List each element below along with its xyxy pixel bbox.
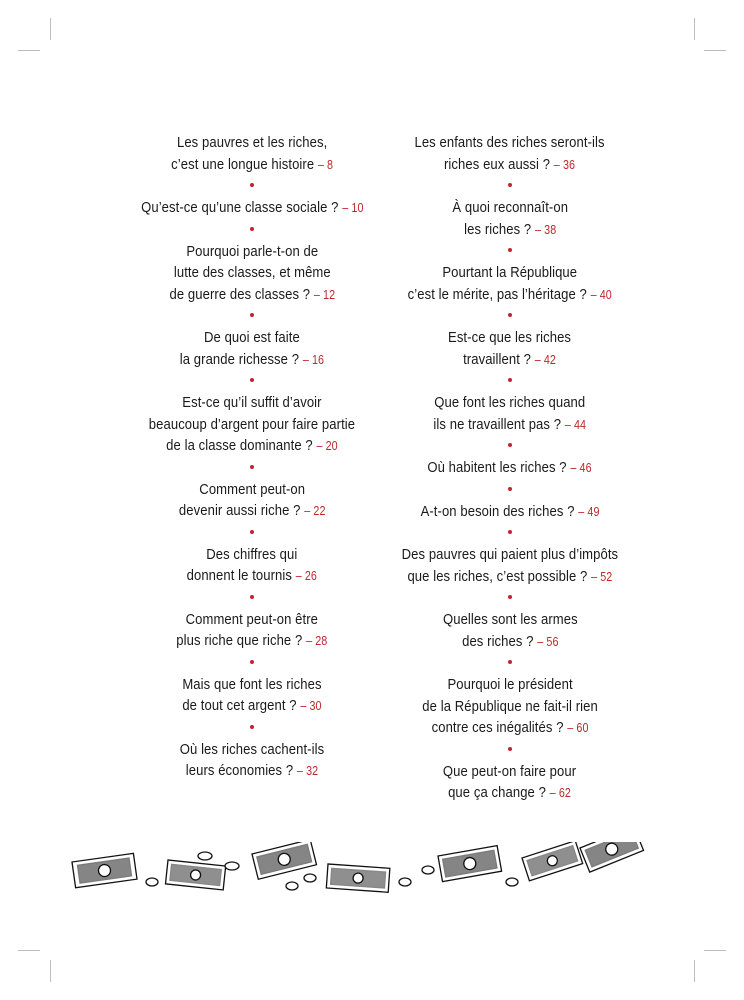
toc-entry-line — [187, 544, 317, 566]
toc-entry-text: contre ces inégalités ? — [431, 719, 564, 736]
toc-entry — [180, 327, 324, 371]
toc-entry — [421, 501, 600, 524]
toc-entry-text: Mais que font les riches — [182, 675, 322, 693]
toc-entry-text: la grande richesse ? — [179, 350, 300, 368]
toc-entry-text: c’est une longue histoire — [171, 155, 315, 173]
toc-entry — [182, 674, 321, 718]
toc-entry-line — [415, 132, 605, 154]
bullet-separator — [250, 183, 254, 187]
crop-mark — [18, 950, 40, 951]
toc-entry-line — [180, 760, 324, 783]
toc-entry-line — [448, 349, 571, 372]
toc-entry-text: Les pauvres et les riches, — [176, 134, 328, 151]
bullet-separator — [508, 595, 512, 599]
toc-entry-text: de la République ne fait-il rien — [422, 697, 598, 715]
page-number: – 38 — [534, 222, 557, 237]
toc-entry — [428, 457, 592, 480]
toc-entry-line — [180, 349, 324, 372]
toc-entry-text: riches eux aussi ? — [444, 155, 551, 173]
coin-icon — [304, 874, 316, 882]
toc-entry-line — [443, 761, 576, 783]
toc-entry-line — [141, 197, 363, 220]
coin-icon — [286, 882, 298, 890]
toc-entry-line — [149, 435, 355, 458]
page-number: – 52 — [591, 569, 613, 584]
crop-mark — [704, 50, 726, 51]
coin-icon — [422, 866, 434, 874]
toc-entry-text: Quelles sont les armes — [442, 611, 578, 628]
bullet-separator — [508, 443, 512, 447]
page-number: – 22 — [304, 504, 326, 518]
crop-mark — [704, 950, 726, 951]
toc-entry-line — [422, 696, 598, 718]
banknote-icon — [438, 846, 502, 882]
page-number: – 8 — [317, 157, 333, 172]
bullet-separator — [250, 465, 254, 469]
toc-entry-line — [443, 631, 578, 654]
toc-entry — [443, 609, 578, 653]
toc-entry-line — [434, 414, 587, 437]
toc-entry-text: Des pauvres qui paient plus d’impôts — [401, 546, 619, 563]
toc-entry — [443, 761, 576, 805]
banknote-icon — [165, 860, 225, 890]
banknote-icon — [326, 864, 390, 892]
toc-entry-line — [180, 739, 324, 761]
toc-entry — [402, 544, 619, 588]
toc-entry-text: des riches ? — [461, 632, 534, 650]
bullet-separator — [250, 725, 254, 729]
coin-icon — [146, 878, 158, 886]
toc-entry-text: A-t-on besoin des riches ? — [420, 502, 575, 520]
toc-entry-line — [421, 501, 600, 524]
bullet-separator — [250, 378, 254, 382]
toc-entry-line — [171, 132, 333, 154]
toc-entry-line — [171, 154, 333, 177]
page-number: – 26 — [295, 569, 318, 583]
page-number: – 12 — [313, 287, 335, 302]
page-number: – 44 — [565, 417, 587, 432]
bullet-separator — [250, 660, 254, 664]
toc-entry-line — [169, 241, 335, 263]
bullet-separator — [508, 530, 512, 534]
toc-entry-text: Où les riches cachent-ils — [179, 740, 325, 758]
toc-entry — [169, 241, 335, 307]
toc-column-right — [345, 132, 675, 805]
toc-entry-text: travaillent ? — [463, 350, 532, 368]
toc-entry-text: De quoi est faite — [204, 329, 300, 346]
bullet-separator — [508, 378, 512, 382]
page-number: – 60 — [567, 721, 589, 735]
toc-entry-text: Des chiffres qui — [206, 545, 298, 563]
crop-mark — [50, 960, 51, 982]
bullet-separator — [508, 660, 512, 664]
page-number: – 49 — [578, 504, 600, 519]
page-number: – 62 — [550, 786, 572, 800]
toc-entry — [149, 392, 355, 458]
toc-entry-line — [452, 219, 568, 242]
bullet-separator — [508, 747, 512, 751]
toc-entry-text: que ça change ? — [448, 784, 547, 801]
toc-entry — [180, 739, 324, 783]
page-number: – 42 — [535, 352, 557, 367]
toc-entry — [408, 262, 612, 306]
toc-entry-text: Pourtant la République — [442, 264, 578, 281]
toc-entry — [179, 479, 326, 523]
bullet-separator — [508, 248, 512, 252]
bullet-separator — [508, 313, 512, 317]
coin-icon — [399, 878, 411, 886]
toc-entry-line — [182, 695, 321, 718]
toc-entry-line — [428, 457, 592, 480]
toc-entry-text: À quoi reconnaît-on — [452, 199, 568, 216]
bullet-separator — [250, 595, 254, 599]
page-number: – 32 — [296, 764, 319, 778]
toc-entry-text: Où habitent les riches ? — [427, 459, 568, 476]
page-number: – 30 — [300, 699, 322, 713]
toc-entry-text: leurs économies ? — [185, 762, 294, 779]
banknote-icon — [252, 842, 317, 879]
bullet-separator — [250, 530, 254, 534]
toc-entry-line — [179, 500, 326, 523]
crop-mark — [694, 960, 695, 982]
toc-entry-line — [179, 479, 326, 501]
toc-entry-text: Comment peut-on être — [185, 610, 319, 628]
coin-icon — [506, 878, 518, 886]
coin-icon — [198, 852, 212, 860]
toc-entry-line — [402, 544, 619, 566]
toc-entry-text: c’est le mérite, pas l’héritage ? — [407, 285, 588, 303]
toc-entry-text: Est-ce qu’il suffit d’avoir — [182, 394, 322, 411]
toc-entry-line — [408, 262, 612, 284]
toc-entry-text: Que font les riches quand — [434, 394, 586, 411]
bullet-separator — [250, 227, 254, 231]
toc-entry — [187, 544, 317, 588]
toc-entry-text: plus riche que riche ? — [176, 632, 303, 649]
toc-entry — [171, 132, 333, 176]
page-number: – 16 — [302, 352, 325, 367]
toc-entry-line — [408, 284, 612, 307]
toc-entry-text: ils ne travaillent pas ? — [433, 415, 562, 433]
page-number: – 56 — [536, 634, 559, 649]
bullet-separator — [508, 183, 512, 187]
toc-entry-line — [434, 392, 587, 414]
toc-entry-text: Comment peut-on — [199, 480, 305, 498]
toc-entry-text: de tout cet argent ? — [182, 697, 297, 714]
banknote-icon — [580, 842, 644, 872]
crop-mark — [694, 18, 695, 40]
toc-entry-line — [443, 782, 576, 805]
toc-entry-line — [176, 609, 327, 631]
toc-entry-text: Que peut-on faire pour — [443, 762, 577, 780]
toc-entry-text: Pourquoi parle-t-on de — [186, 242, 318, 260]
toc-entry — [422, 674, 598, 740]
page-number: – 36 — [554, 157, 576, 172]
page-number: – 10 — [341, 201, 364, 215]
toc-entry-line — [149, 392, 355, 414]
toc-entry — [141, 197, 363, 220]
toc-entry-line — [169, 262, 335, 284]
toc-entry — [448, 327, 571, 371]
toc-entry-line — [187, 565, 317, 588]
page-number: – 28 — [306, 634, 328, 648]
toc-entry-text: de la classe dominante ? — [166, 437, 313, 454]
page-number: – 46 — [570, 461, 593, 475]
crop-mark — [18, 50, 40, 51]
toc-entry-line — [182, 674, 321, 696]
bullet-separator — [250, 313, 254, 317]
toc-entry-text: Est-ce que les riches — [448, 329, 572, 346]
toc-entry-line — [448, 327, 571, 349]
banknote-icon — [72, 853, 137, 887]
toc-entry-line — [415, 154, 605, 177]
toc-entry-line — [422, 674, 598, 696]
toc-entry-line — [149, 414, 355, 436]
toc-entry — [176, 609, 327, 653]
toc-entry-text: devenir aussi riche ? — [178, 502, 301, 519]
toc-entry-text: Qu’est-ce qu’une classe sociale ? — [140, 199, 339, 216]
toc-entry — [452, 197, 568, 241]
bullet-separator — [508, 487, 512, 491]
toc-entry-text: que les riches, c’est possible ? — [407, 567, 588, 585]
toc-entry-text: donnent le tournis — [186, 567, 293, 584]
toc-entry-line — [176, 630, 327, 653]
page-number: – 40 — [590, 287, 613, 302]
toc-entry — [434, 392, 587, 436]
toc-entry-text: lutte des classes, et même — [173, 264, 331, 281]
toc-entry-line — [180, 327, 324, 349]
toc-entry-line — [452, 197, 568, 219]
toc-entry-text: de guerre des classes ? — [169, 285, 310, 303]
coin-icon — [225, 862, 239, 870]
toc-entry-line — [422, 717, 598, 740]
money-illustration — [60, 842, 660, 902]
toc-entry-text: Pourquoi le président — [447, 676, 573, 693]
toc-entry-text: Les enfants des riches seront-ils — [414, 134, 606, 151]
toc-entry — [415, 132, 605, 176]
banknote-icon — [522, 842, 583, 881]
page-number: – 20 — [316, 439, 338, 453]
toc-entry-text: les riches ? — [463, 220, 532, 238]
toc-entry-line — [169, 284, 335, 307]
toc-entry-text: beaucoup d’argent pour faire partie — [148, 415, 356, 433]
toc-entry-line — [402, 566, 619, 589]
toc-entry-line — [443, 609, 578, 631]
crop-mark — [50, 18, 51, 40]
